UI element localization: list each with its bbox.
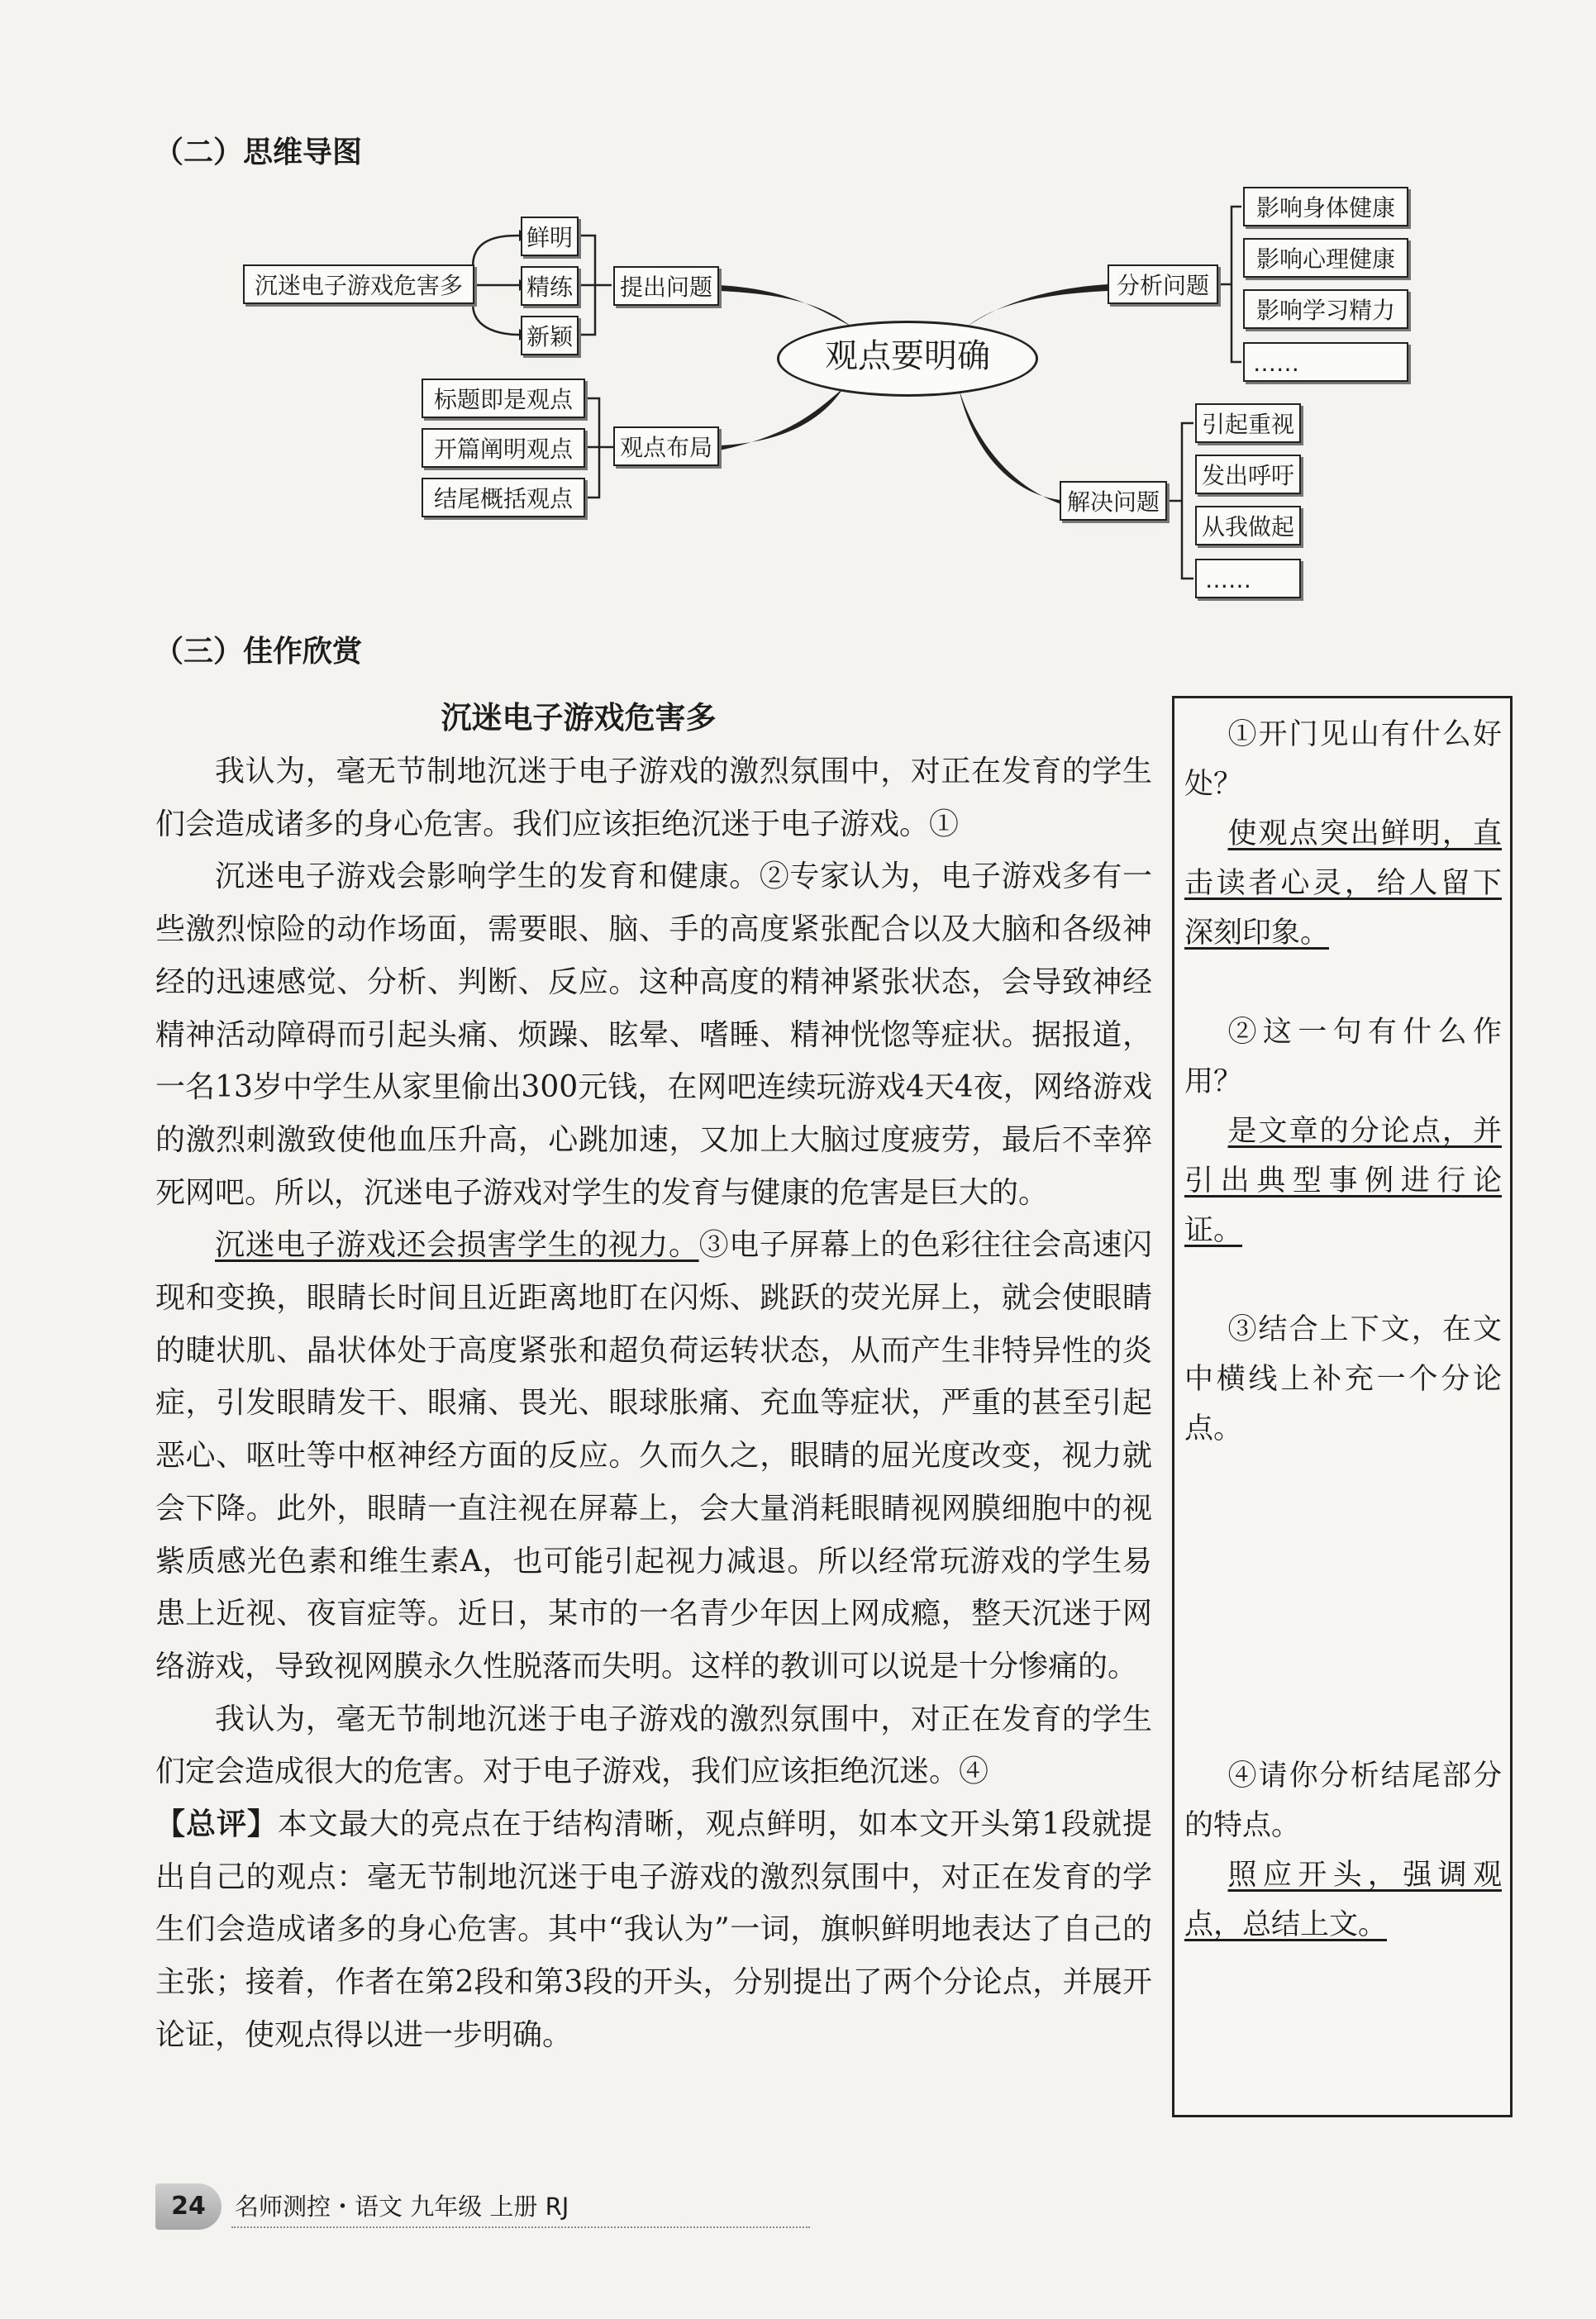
node-analyze-3: 影响学习精力: [1243, 289, 1408, 329]
sidebar-question-3: ③结合上下文，在文中横线上补充一个分论点。: [1184, 1313, 1502, 1445]
page-footer: [155, 2183, 668, 2230]
sidebar-answer-1-text: 使观点突出鲜明，直击读者心灵，给人留下深刻印象。: [1184, 817, 1502, 950]
comment-label: 【总评】: [155, 1807, 278, 1842]
footer-divider: [231, 2226, 810, 2228]
essay-paragraph-1: 我认为，毫无节制地沉迷于电子游戏的激烈氛围中，对正在发育的学生们会造成诸多的身心危害。我们应该拒绝沉迷于电子游戏。①: [155, 755, 1152, 841]
node-quality-3: 新颖: [521, 316, 579, 355]
node-quality-1: 鲜明: [521, 217, 579, 256]
essay-paragraph-3: [155, 1219, 1152, 1693]
sidebar-answer-2: [1184, 1107, 1502, 1255]
annotation-sidebar: [1172, 696, 1513, 2117]
connector-bracket-solve: [1182, 423, 1193, 579]
node-layout-3: 结尾概括观点: [422, 478, 585, 517]
node-layout-2: 开篇阐明观点: [422, 428, 585, 468]
essay-comment: [155, 1798, 1152, 2062]
sidebar-answer-2-text: 是文章的分论点，并引出典型事例进行论证。: [1184, 1115, 1502, 1247]
node-solve-4: ……: [1195, 559, 1301, 598]
mindmap-center: 观点要明确: [777, 321, 1038, 397]
sidebar-question-1: ①开门见山有什么好处？: [1184, 718, 1502, 801]
node-solve: 解决问题: [1060, 481, 1167, 521]
essay-paragraph-3-text: ③电子屏幕上的色彩往往会高速闪现和变换，眼睛长时间且近距离地盯在闪烁、跳跃的荧光屏上，就会使眼睛的睫状肌、晶状体处于高度紧张和超负荷运转状态，从而产生非特异性的炎症，引发眼睛发干、眼痛、畏光、眼球胀痛、充血等症状，严重的甚至引起恶心、呕吐等中枢神经方面的反应。久而久之，眼睛的屈光度改变，视力就会下降。此外，眼睛一直注视在屏幕上，会大量消耗眼睛视网膜细胞中的视紫质感光色素和维生素A，也可能引起视力减退。所以经常玩游戏的学生易患上近视、夜盲症等。近日，某市的一名青少年因上网成瘾，整天沉迷于网络游戏，导致视网膜永久性脱落而失明。这样的教训可以说是十分惨痛的。: [155, 1228, 1152, 1683]
node-propose: 提出问题: [613, 266, 719, 306]
section-heading-essay: （三）佳作欣赏: [154, 635, 363, 669]
connector-topic-1: [473, 236, 519, 281]
sidebar-question-2: ②这一句有什么作用？: [1184, 1016, 1502, 1098]
node-analyze-2: 影响心理健康: [1243, 238, 1408, 278]
book-title: 名师测控・语文 九年级 上册 RJ: [235, 2193, 569, 2221]
sidebar-question-4: ④请你分析结尾部分的特点。: [1184, 1759, 1502, 1842]
branch-solve: [959, 388, 1066, 506]
node-analyze-1: 影响身体健康: [1243, 187, 1408, 226]
sidebar-answer-4: [1184, 1850, 1502, 1950]
essay-paragraph-2: 沉迷电子游戏会影响学生的发育和健康。②专家认为，电子游戏多有一些激烈惊险的动作场面，需要眼、脑、手的高度紧张配合以及大脑和各级神经的迅速感觉、分析、判断、反应。这种高度的精神紧张状态，会导致神经精神活动障碍而引起头痛、烦躁、眩晕、嗜睡、精神恍惚等症状。据报道，一名13岁中学生从家里偷出300元钱，在网吧连续玩游戏4天4夜，网络游戏的激烈刺激致使他血压升高，心跳加速，又加上大脑过度疲劳，最后不幸猝死网吧。所以，沉迷电子游戏对学生的发育与健康的危害是巨大的。: [155, 860, 1152, 1210]
essay-body: [155, 745, 1152, 2062]
essay-sub-argument: 沉迷电子游戏还会损害学生的视力。: [215, 1228, 699, 1263]
mindmap-topic: 沉迷电子游戏危害多: [243, 264, 474, 304]
branch-analyze: [967, 284, 1108, 326]
node-solve-2: 发出呼吁: [1195, 455, 1301, 494]
essay-paragraph-4: 我认为，毫无节制地沉迷于电子游戏的激烈氛围中，对正在发育的学生们定会造成很大的危害。对于电子游戏，我们应该拒绝沉迷。④: [155, 1702, 1152, 1789]
connector-bracket-analyze: [1232, 207, 1241, 362]
node-layout: 观点布局: [613, 426, 719, 466]
node-solve-3: 从我做起: [1195, 506, 1301, 545]
sidebar-answer-4-text: 照应开头，强调观点，总结上文。: [1184, 1859, 1502, 1941]
section-heading-mindmap: （二）思维导图: [154, 136, 363, 169]
branch-layout: [719, 388, 843, 450]
connector-topic-3: [473, 291, 519, 335]
branch-propose: [719, 285, 851, 326]
node-solve-1: 引起重视: [1195, 403, 1301, 443]
node-layout-1: 标题即是观点: [422, 379, 585, 418]
node-analyze: 分析问题: [1108, 264, 1218, 304]
sidebar-answer-1: [1184, 809, 1502, 958]
node-quality-2: 精练: [521, 266, 579, 306]
comment-text: 本文最大的亮点在于结构清晰，观点鲜明，如本文开头第1段就提出自己的观点：毫无节制地沉迷于电子游戏的激烈氛围中，对正在发育的学生们会造成诸多的身心危害。其中“我认为”一词，旗帜鲜明地表达了自己的主张；接着，作者在第2段和第3段的开头，分别提出了两个分论点，并展开论证，使观点得以进一步明确。: [155, 1807, 1152, 2052]
node-analyze-4: ……: [1243, 342, 1408, 382]
essay-title: 沉迷电子游戏危害多: [441, 700, 717, 736]
page-number: 24: [155, 2183, 222, 2230]
